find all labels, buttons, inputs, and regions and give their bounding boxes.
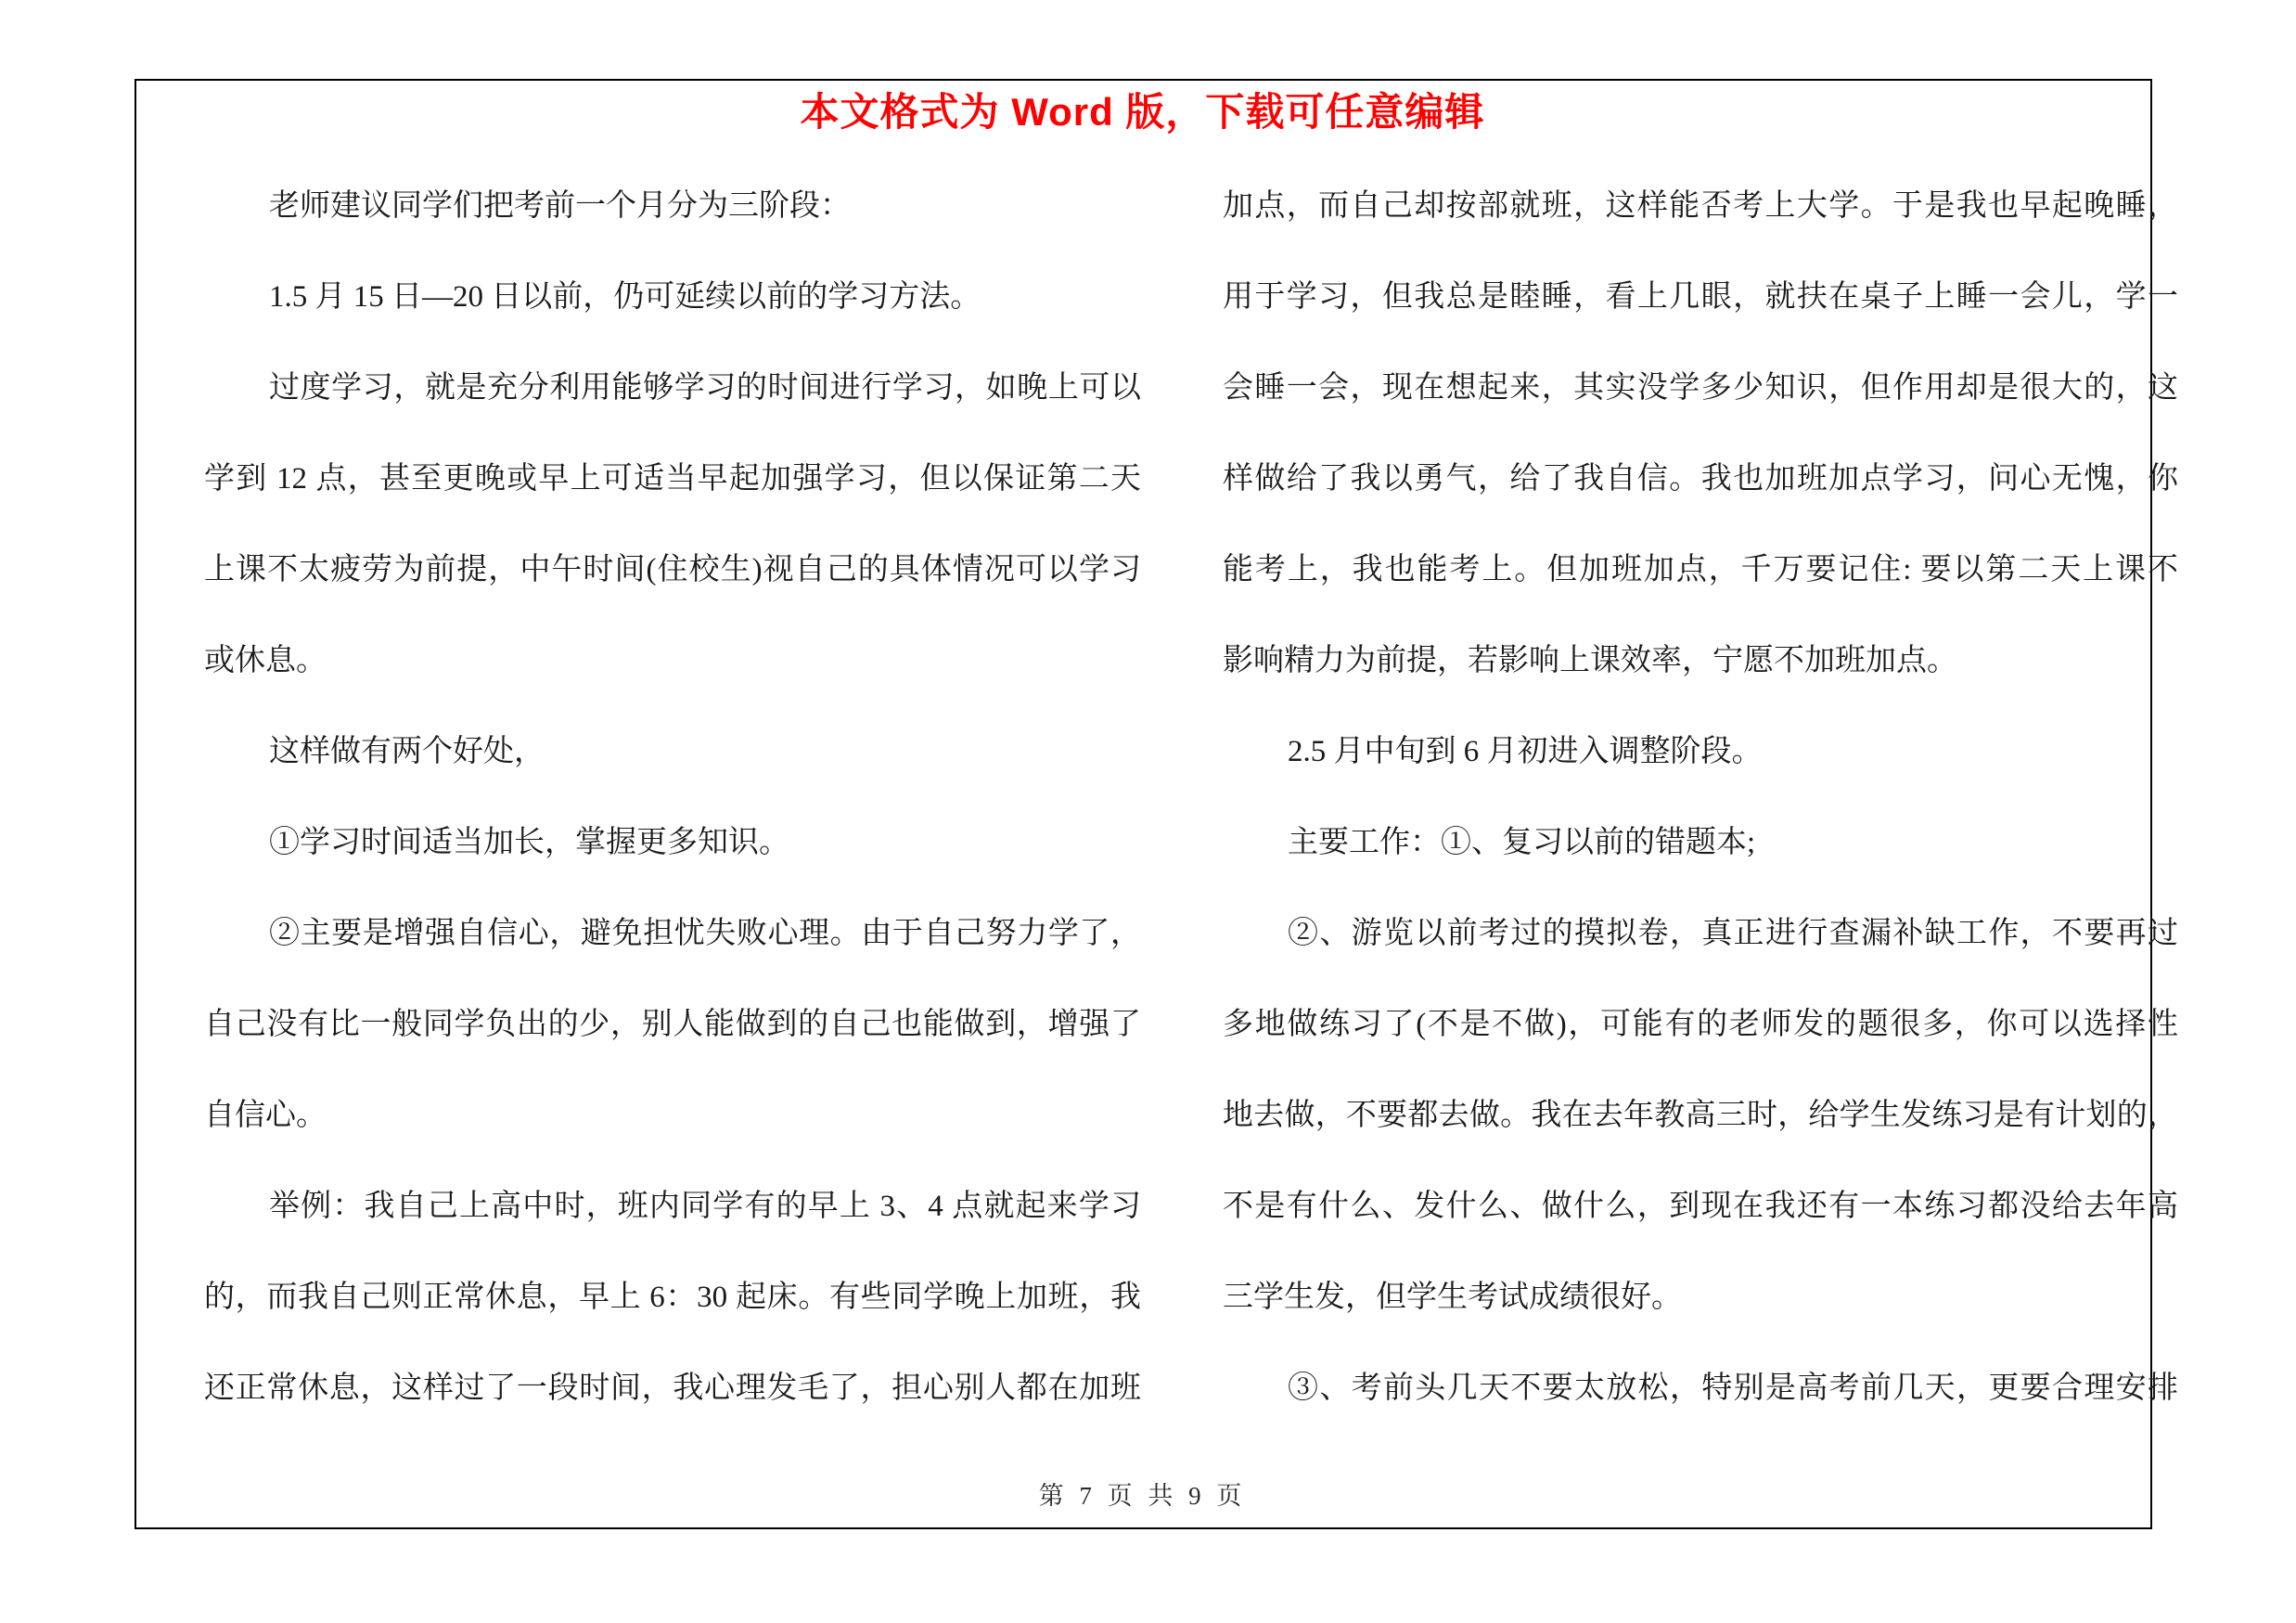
text-line: ③、考前头几天不要太放松，特别是高考前几天，更要合理安排	[1288, 1372, 2178, 1405]
text-line: 影响精力为前提，若影响上课效率，宁愿不加班加点。	[1223, 644, 1957, 677]
text-line: 1.5 月 15 日—20 日以前，仍可延续以前的学习方法。	[269, 280, 981, 314]
text-line: 用于学习，但我总是睦睡，看上几眼，就扶在桌子上睡一会儿，学一	[1223, 280, 2178, 314]
text-line: ②主要是增强自信心，避免担忧失败心理。由于自己努力学了，	[269, 917, 1141, 950]
word-format-notice: 本文格式为 Word 版，下载可任意编辑	[800, 90, 1485, 134]
text-line: 主要工作：①、复习以前的错题本;	[1288, 826, 1756, 859]
text-line: ②、游览以前考过的摸拟卷，真正进行查漏补缺工作，不要再过	[1288, 917, 2178, 950]
text-line: 不是有什么、发什么、做什么，到现在我还有一本练习都没给去年高	[1223, 1190, 2178, 1223]
text-line: 的，而我自己则正常休息，早上 6：30 起床。有些同学晚上加班，我	[204, 1281, 1141, 1314]
text-line: ①学习时间适当加长，掌握更多知识。	[269, 826, 789, 859]
text-line: 老师建议同学们把考前一个月分为三阶段：	[269, 189, 851, 223]
text-line: 三学生发，但学生考试成绩很好。	[1223, 1281, 1682, 1314]
text-line: 地去做，不要都去做。我在去年教高三时，给学生发练习是有计划的，	[1223, 1099, 2178, 1132]
text-line: 加点，而自己却按部就班，这样能否考上大学。于是我也早起晚睡，	[1223, 189, 2178, 223]
text-line: 上课不太疲劳为前提，中午时间(住校生)视自己的具体情况可以学习	[204, 553, 1141, 586]
text-line: 举例：我自己上高中时，班内同学有的早上 3、4 点就起来学习	[269, 1190, 1141, 1223]
text-line: 过度学习，就是充分利用能够学习的时间进行学习，如晚上可以	[269, 371, 1141, 405]
text-line: 学到 12 点，甚至更晚或早上可适当早起加强学习，但以保证第二天	[204, 462, 1141, 496]
text-line: 还正常休息，这样过了一段时间，我心理发毛了，担心别人都在加班	[204, 1372, 1141, 1405]
text-line: 这样做有两个好处，	[269, 735, 545, 768]
text-line: 或休息。	[204, 644, 327, 677]
text-line: 样做给了我以勇气，给了我自信。我也加班加点学习，问心无愧，你	[1223, 462, 2178, 496]
text-line: 自信心。	[204, 1099, 327, 1132]
text-line: 多地做练习了(不是不做)，可能有的老师发的题很多，你可以选择性	[1223, 1008, 2178, 1041]
text-column-left	[204, 161, 1141, 1434]
text-line: 自己没有比一般同学负出的少，别人能做到的自己也能做到，增强了	[204, 1008, 1141, 1041]
text-column-right	[1223, 161, 2178, 1434]
text-line: 会睡一会，现在想起来，其实没学多少知识，但作用却是很大的，这	[1223, 371, 2178, 405]
text-line: 2.5 月中旬到 6 月初进入调整阶段。	[1288, 735, 1763, 768]
text-line: 能考上，我也能考上。但加班加点，千万要记住: 要以第二天上课不	[1223, 553, 2178, 586]
page-number-footer: 第 7 页 共 9 页	[1038, 1482, 1247, 1510]
